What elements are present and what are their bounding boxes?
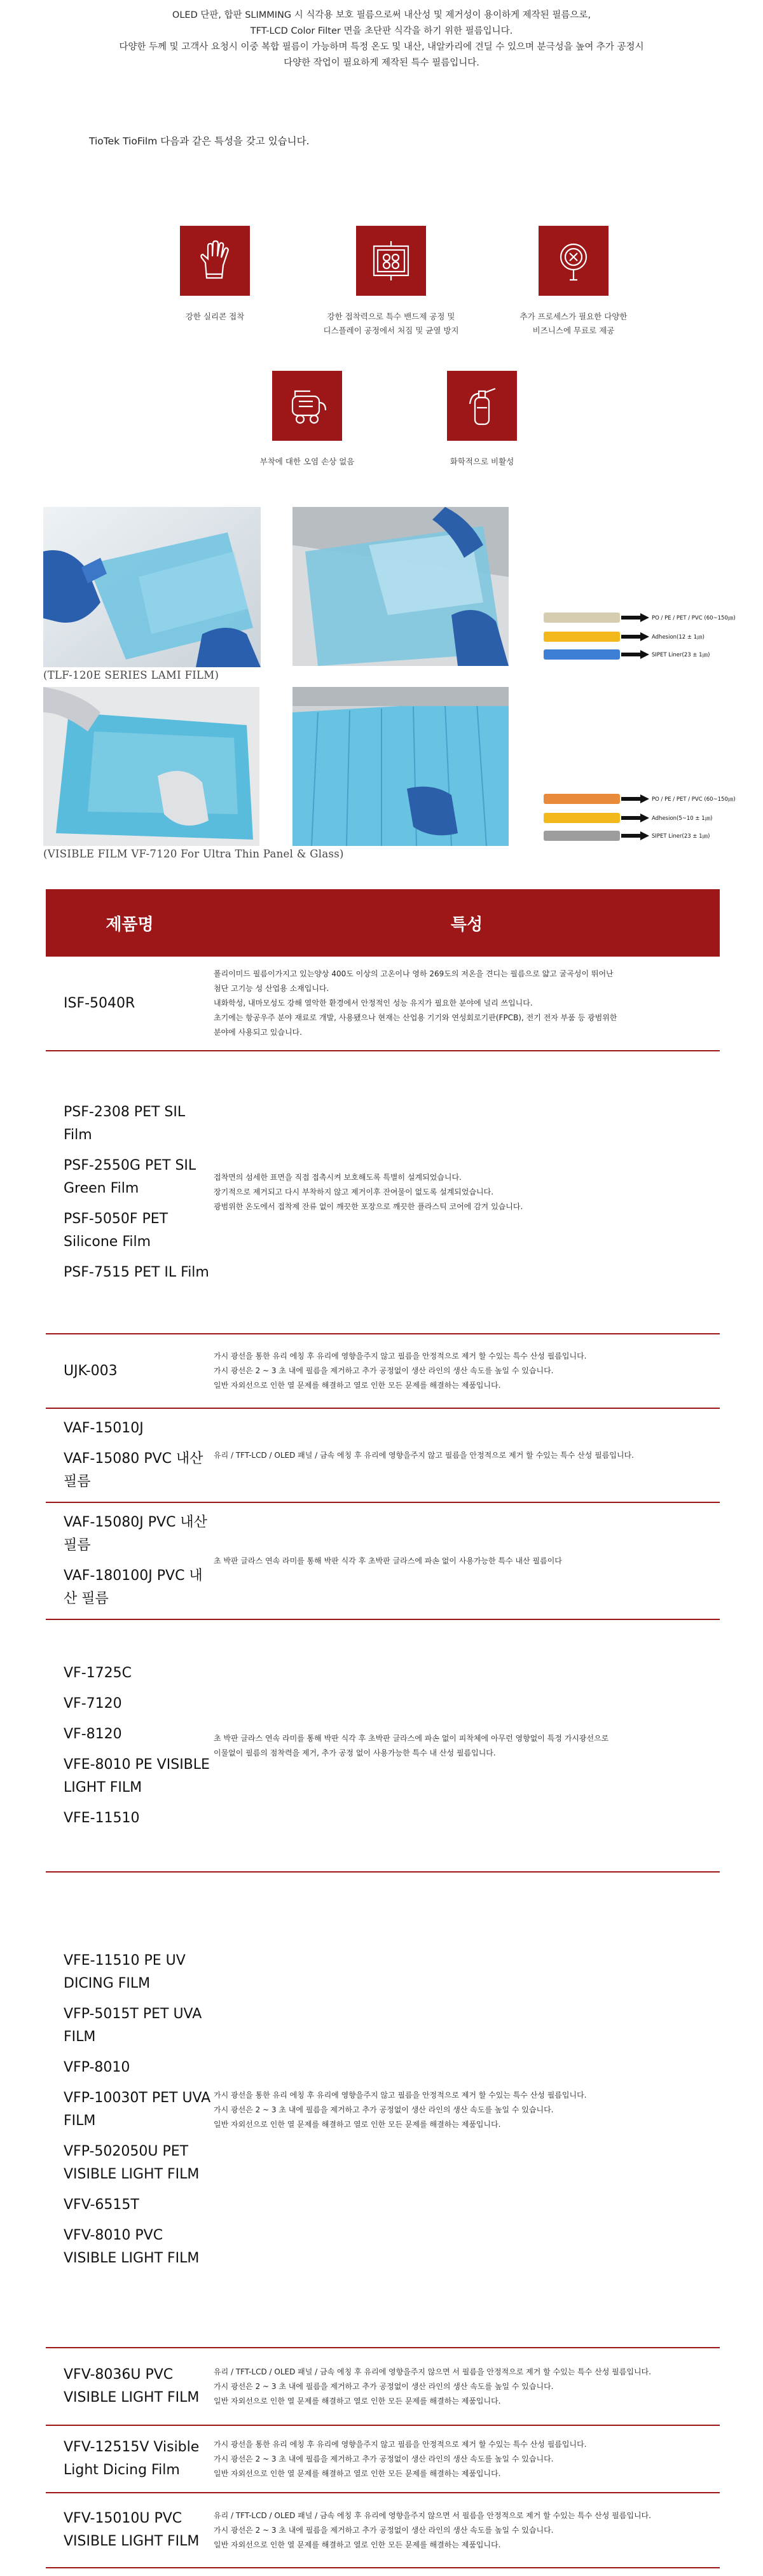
product-description-cell	[214, 2425, 720, 2493]
description-line: 유리 / TFT-LCD / OLED 패널 / 금속 에칭 후 유리에 영향을주지 않으면 서 필름을 안정적으로 제거 할 수있는 특수 산성 필름입니다.	[214, 2510, 651, 2520]
feature-caption: 강한 실리콘 접착	[185, 312, 245, 321]
feature-caption: 강한 접착력으로 특수 밴드제 공정 및 디스플레이 공정에서 처짐 및 균열 방지	[323, 312, 459, 335]
product-name: VF-1725C	[64, 1665, 132, 1681]
product-name: PSF-2308 PET SIL Film	[64, 1104, 186, 1143]
description-line: 가시 광선을 통한 유리 에칭 후 유리에 영향을주지 않고 필름을 안정적으로 제거 할 수있는 특수 산성 필름입니다.	[214, 2439, 587, 2449]
feature-caption: 화학적으로 비활성	[450, 457, 514, 466]
product-name-cell	[46, 957, 214, 1051]
product-name: VFE-11510	[64, 1810, 140, 1826]
description-line: 가시 광선을 통한 유리 에칭 후 유리에 영향을주지 않고 필름을 안정적으로 제거 할 수있는 특수 산성 필름입니다.	[214, 2090, 587, 2100]
product-name: VAF-15010J	[64, 1420, 144, 1436]
product-name-cell	[46, 2348, 214, 2425]
layer-bar	[544, 613, 620, 623]
table-row	[46, 1334, 720, 1408]
product-name: VF-8120	[64, 1726, 122, 1742]
description-line: 분야에 사용되고 있습니다.	[214, 1028, 302, 1037]
feature-no-contamination	[212, 371, 402, 469]
arrow-right-icon	[621, 794, 649, 803]
description-line: 접착면의 섬세한 표면을 직접 접촉시켜 보호해도록 특별히 설계되었습니다.	[214, 1173, 462, 1182]
layer-label: Adhesion(5~10 ± 1㎛)	[652, 815, 713, 822]
photo-caption-row1: (TLF-120E SERIES LAMI FILM)	[43, 669, 219, 681]
fire-extinguisher-icon	[447, 371, 517, 441]
product-name: VFP-5015T PET UVA FILM	[64, 2006, 202, 2045]
description-line: 일반 자외선으로 인한 열 문제를 해결하고 열로 인한 모든 문제를 해결하는 제품입니다.	[214, 2540, 501, 2549]
product-name-cell	[46, 1619, 214, 1872]
table-row	[46, 1619, 720, 1872]
layer-bar	[544, 831, 620, 841]
description-line: 유리 / TFT-LCD / OLED 패널 / 금속 에칭 후 유리에 영향을주지 않으면 서 필름을 안정적으로 제거 할 수있는 특수 산성 필름입니다.	[214, 2367, 651, 2376]
description-line: 가시 광선은 2 ~ 3 초 내에 필름을 제거하고 추가 공정없이 생산 라인의 생산 속도를 높일 수 있습니다.	[214, 2525, 554, 2535]
product-description-cell	[214, 1502, 720, 1619]
layer-label: SIPET Liner(23 ± 1㎛)	[652, 652, 710, 658]
intro-text	[0, 8, 763, 71]
feature-chemically-inert	[387, 371, 577, 469]
film-roll-icon	[356, 226, 426, 296]
table-row	[46, 2348, 720, 2425]
product-description-cell	[214, 1619, 720, 1872]
product-name: VFP-502050U PET VISIBLE LIGHT FILM	[64, 2143, 200, 2182]
product-name-cell	[46, 2493, 214, 2568]
photo-caption-row2: (VISIBLE FILM VF-7120 For Ultra Thin Panel & Glass)	[43, 848, 344, 860]
description-line: 초기에는 항공우주 분야 재료로 개발, 사용됐으나 현재는 산업용 기기와 연성회로기판(FPCB), 전기 전자 부품 등 광범위한	[214, 1013, 617, 1022]
product-name: VFV-15010U PVC VISIBLE LIGHT FILM	[64, 2510, 200, 2549]
air-compressor-icon	[272, 371, 342, 441]
layer-bar	[544, 813, 620, 823]
intro-line: TFT-LCD Color Filter 면을 초단판 식각을 하기 위한 필름입니다.	[250, 26, 513, 36]
description-line: 가시 광선은 2 ~ 3 초 내에 필름을 제거하고 추가 공정없이 생산 라인의 생산 속도를 높일 수 있습니다.	[214, 1366, 554, 1375]
description-line: 광범위한 온도에서 접착제 잔류 없이 깨끗한 포장으로 깨끗한 플라스틱 코어에 감겨 있습니다.	[214, 1202, 523, 1211]
magnifier-target-icon	[539, 226, 608, 296]
product-name: VFE-8010 PE VISIBLE LIGHT FILM	[64, 1756, 210, 1796]
description-line: 일반 자외선으로 인한 열 문제를 해결하고 열로 인한 모든 문제를 해결하는 제품입니다.	[214, 2119, 501, 2129]
product-description-cell	[214, 2348, 720, 2425]
product-name: VAF-180100J PVC 내산 필름	[64, 1568, 203, 1607]
table-row	[46, 1502, 720, 1619]
product-name: PSF-2550G PET SIL Green Film	[64, 1157, 196, 1196]
arrow-right-icon	[621, 814, 649, 822]
product-name: VFV-6515T	[64, 2197, 139, 2213]
glove-icon	[180, 226, 250, 296]
feature-caption: 추가 프로세스가 필요한 다양한 비즈니스에 무료로 제공	[519, 312, 628, 335]
table-row	[46, 1408, 720, 1502]
product-name-cell	[46, 1502, 214, 1619]
layer-bar	[544, 649, 620, 660]
product-name: VFV-8036U PVC VISIBLE LIGHT FILM	[64, 2367, 200, 2406]
table-row	[46, 2493, 720, 2568]
features-lead: TioTek TioFilm 다음과 같은 특성을 갖고 있습니다.	[89, 135, 310, 147]
description-line: 이물없이 필름의 점착력을 제거, 추가 공정 없이 사용가능한 특수 내 산성 필름입니다.	[214, 1748, 496, 1757]
table-row	[46, 1872, 720, 2348]
description-line: 가시 광선을 통한 유리 에칭 후 유리에 영향을주지 않고 필름을 안정적으로 제거 할 수있는 특수 산성 필름입니다.	[214, 1352, 587, 1361]
photo-lami-film-peeling	[292, 507, 509, 666]
layer-label: PO / PE / PET / PVC (60~150㎛)	[652, 796, 736, 803]
description-line: 가시 광선은 2 ~ 3 초 내에 필름을 제거하고 추가 공정없이 생산 라인의 생산 속도를 높일 수 있습니다.	[214, 2105, 554, 2114]
layer-diagram-lami	[544, 607, 763, 665]
col-header-characteristics: 특성	[214, 889, 720, 957]
description-line: 가시 광선은 2 ~ 3 초 내에 필름을 제거하고 추가 공정없이 생산 라인의 생산 속도를 높일 수 있습니다.	[214, 2454, 554, 2463]
product-name: UJK-003	[64, 1362, 118, 1379]
description-line: 장기적으로 제거되고 다시 부착하지 않고 제거이후 잔여물이 없도록 설계되었습니다.	[214, 1188, 494, 1196]
description-line: 일반 자외선으로 인한 열 문제를 해결하고 열로 인한 모든 문제를 해결하는 제품입니다.	[214, 1381, 501, 1390]
table-row	[46, 957, 720, 1051]
product-name: PSF-7515 PET IL Film	[64, 1264, 209, 1280]
product-name: VAF-15080 PVC 내산 필름	[64, 1451, 203, 1490]
product-name: VFE-11510 PE UV DICING FILM	[64, 1953, 186, 1991]
product-name: VFV-12515V Visible Light Dicing Film	[64, 2439, 200, 2478]
layer-label: PO / PE / PET / PVC (60~150㎛)	[652, 615, 736, 621]
description-line: 내화학성, 내마모성도 강해 열악한 환경에서 안정적인 성능 유지가 필요한 분야에 널리 쓰입니다.	[214, 999, 533, 1008]
product-name-cell	[46, 1408, 214, 1502]
product-description-cell	[214, 1334, 720, 1408]
description-line: 가시 광선은 2 ~ 3 초 내에 필름을 제거하고 추가 공정없이 생산 라인의 생산 속도를 높일 수 있습니다.	[214, 2381, 554, 2391]
table-row	[46, 2425, 720, 2493]
description-line: 일반 자외선으로 인한 열 문제를 해결하고 열로 인한 모든 문제를 해결하는 제품입니다.	[214, 2396, 501, 2406]
arrow-right-icon	[621, 613, 649, 622]
intro-line: 다양한 두께 및 고객사 요청시 이중 복합 필름이 가능하며 특정 온도 및 내산, 내알카리에 견딜 수 있으며 분극성을 높여 추가 공정시	[119, 42, 644, 52]
description-line: 유리 / TFT-LCD / OLED 패널 / 금속 에칭 후 유리에 영향을주지 않고 필름을 안정적으로 제거 할 수있는 특수 산성 필름입니다.	[214, 1450, 634, 1460]
layer-bar	[544, 794, 620, 804]
intro-line: OLED 단판, 합판 SLIMMING 시 식각용 보호 필름으로써 내산성 및 제거성이 용이하게 제작된 필름으로,	[172, 10, 591, 20]
product-name-cell	[46, 2425, 214, 2493]
col-header-product: 제품명	[46, 889, 214, 957]
feature-silicone-adhesion	[120, 226, 310, 324]
description-line: 초 박판 글라스 연속 라미를 통해 박판 식각 후 초박판 글라스에 파손 없이 피착체에 아무런 영향없이 특정 가시광선으로	[214, 1733, 609, 1743]
product-description-cell	[214, 1408, 720, 1502]
arrow-right-icon	[621, 650, 649, 659]
product-spec-table	[46, 889, 720, 2568]
product-description-cell	[214, 957, 720, 1051]
feature-additional-process	[478, 226, 669, 338]
layer-label: Adhesion(12 ± 1㎛)	[652, 634, 705, 641]
photo-lami-film-gloved-hand	[43, 507, 261, 667]
product-name: VFP-10030T PET UVA FILM	[64, 2090, 211, 2129]
product-name-cell	[46, 1872, 214, 2348]
description-line: 폴리이미드 필름이가지고 있는양상 400도 이상의 고온이나 영하 269도의 저온을 견디는 필름으로 얇고 굴곡성이 뛰어난	[214, 969, 614, 978]
table-row	[46, 1051, 720, 1334]
intro-line: 다양한 작업이 필요하게 제작된 특수 필름입니다.	[284, 58, 479, 68]
product-name: PSF-5050F PET Silicone Film	[64, 1210, 168, 1250]
description-line: 일반 자외선으로 인한 열 문제를 해결하고 열로 인한 모든 문제를 해결하는 제품입니다.	[214, 2469, 501, 2478]
description-line: 초 박판 글라스 연속 라미를 통해 박판 식각 후 초박판 글라스에 파손 없이 사용가능한 특수 내산 필름이다	[214, 1556, 562, 1565]
product-name: ISF-5040R	[64, 995, 135, 1011]
arrow-right-icon	[621, 831, 649, 840]
layer-bar	[544, 632, 620, 642]
feature-caption: 부착에 대한 오염 손상 없음	[259, 457, 355, 466]
product-name-cell	[46, 1051, 214, 1334]
feature-strong-adhesion	[296, 226, 486, 338]
product-name: VAF-15080J PVC 내산 필름	[64, 1514, 207, 1553]
layer-diagram-visible	[544, 789, 763, 846]
product-name: VFP-8010	[64, 2060, 130, 2075]
photo-visible-film-panel	[292, 687, 509, 846]
product-name: VFV-8010 PVC VISIBLE LIGHT FILM	[64, 2227, 200, 2266]
product-name-cell	[46, 1334, 214, 1408]
product-description-cell	[214, 1872, 720, 2348]
arrow-right-icon	[621, 632, 649, 641]
product-description-cell	[214, 2493, 720, 2568]
product-name: VF-7120	[64, 1695, 122, 1712]
product-description-cell	[214, 1051, 720, 1334]
layer-label: SIPET Liner(23 ± 1㎛)	[652, 833, 710, 840]
description-line: 첨단 고기능 성 산업용 소재입니다.	[214, 984, 329, 993]
photo-visible-film-glass	[43, 687, 259, 846]
